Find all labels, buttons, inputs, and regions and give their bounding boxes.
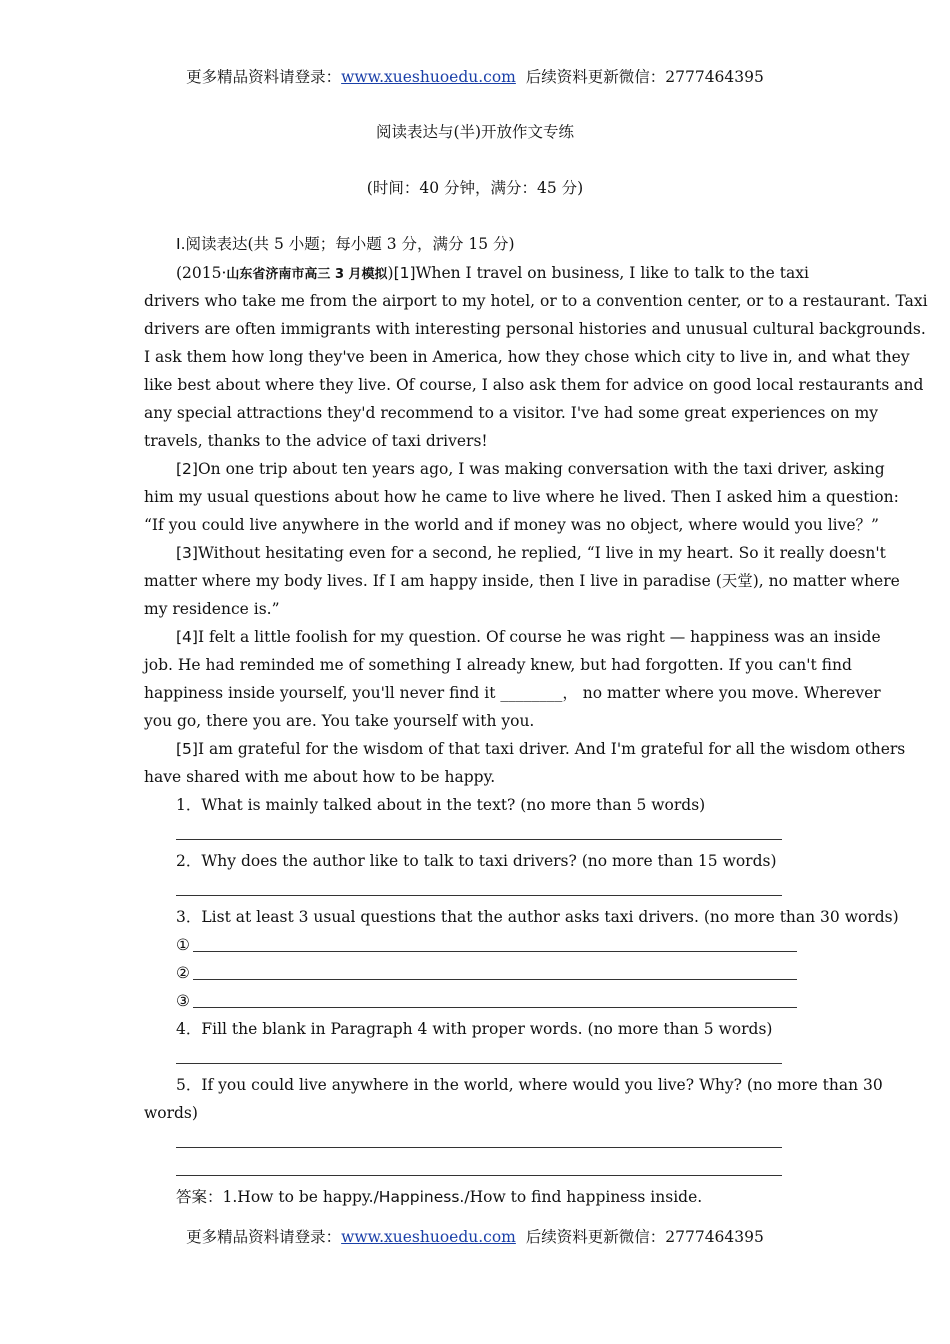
footer-link[interactable]: www.xueshuoedu.com (341, 1228, 516, 1246)
paragraph-2-line-1: [2]On one trip about ten years ago, I was making conversation with the taxi driver, asking (176, 460, 885, 478)
circled-marker-1: ① (176, 936, 190, 954)
answer-blank-5b[interactable] (176, 1175, 782, 1176)
question-2: 2．Why does the author like to talk to taxi drivers? (no more than 15 words) (176, 852, 777, 870)
paragraph-1-line-1: (2015·山东省济南市高三 3 月模拟)[1]When I travel on business, I like to talk to the taxi (176, 264, 809, 282)
paragraph-1-line: any special attractions they'd recommend to a visitor. I've had some great experiences on my (144, 404, 879, 422)
paragraph-3-line: matter where my body lives. If I am happy inside, then I live in paradise (天堂), no matter where (144, 572, 900, 590)
answer-blank-4[interactable] (176, 1063, 782, 1064)
paragraph-2-line: him my usual questions about how he came to live where he lived. Then I asked him a question: (144, 488, 899, 506)
header-link[interactable]: www.xueshuoedu.com (341, 68, 516, 86)
paragraph-1-line: drivers are often immigrants with interesting personal histories and unusual cultural backgrounds. (144, 320, 926, 338)
paragraph-4-line: happiness inside yourself, you'll never find it ________， no matter where you move. Wherever (144, 684, 881, 702)
answer-blank-3b[interactable] (193, 979, 797, 980)
page-title: 阅读表达与(半)开放作文专练 (375, 123, 575, 141)
question-4: 4．Fill the blank in Paragraph 4 with proper words. (no more than 5 words) (176, 1020, 773, 1038)
section-heading: Ⅰ.阅读表达(共 5 小题；每小题 3 分，满分 15 分) (176, 235, 515, 253)
header-banner: 更多精品资料请登录：www.xueshuoedu.com 后续资料更新微信：2777464395 (186, 68, 764, 86)
paragraph-4-line: job. He had reminded me of something I already knew, but had forgotten. If you can't find (144, 656, 852, 674)
question-3: 3．List at least 3 usual questions that the author asks taxi drivers. (no more than 30 words) (176, 908, 899, 926)
paragraph-5-line: have shared with me about how to be happy. (144, 768, 496, 786)
circled-marker-3: ③ (176, 992, 190, 1010)
paragraph-1-line: drivers who take me from the airport to my hotel, or to a convention center, or to a restaurant. Taxi (144, 292, 928, 310)
paragraph-4-line: you go, there you are. You take yourself with you. (144, 712, 535, 730)
paragraph-1-line: like best about where they live. Of course, I also ask them for advice on good local restaurants and (144, 376, 924, 394)
paragraph-4-line-1: [4]I felt a little foolish for my question. Of course he was right — happiness was an inside (176, 628, 881, 646)
question-1: 1．What is mainly talked about in the text? (no more than 5 words) (176, 796, 706, 814)
paragraph-3-line: my residence is.” (144, 600, 280, 618)
answer-blank-1[interactable] (176, 839, 782, 840)
paragraph-3-line-1: [3]Without hesitating even for a second, he replied, “I live in my heart. So it really doesn't (176, 544, 886, 562)
page-subtitle: (时间：40 分钟，满分：45 分) (366, 179, 584, 197)
question-5: 5．If you could live anywhere in the world, where would you live? Why? (no more than 30 (176, 1076, 883, 1094)
question-5-cont: words) (144, 1104, 198, 1122)
paragraph-5-line-1: [5]I am grateful for the wisdom of that taxi driver. And I'm grateful for all the wisdom others (176, 740, 906, 758)
answer-blank-3a[interactable] (193, 951, 797, 952)
paragraph-2-line: “If you could live anywhere in the world and if money was no object, where would you live？” (144, 516, 879, 534)
answer-blank-5a[interactable] (176, 1147, 782, 1148)
paragraph-1-line: I ask them how long they've been in America, how they chose which city to live in, and what they (144, 348, 910, 366)
footer-banner: 更多精品资料请登录：www.xueshuoedu.com 后续资料更新微信：2777464395 (186, 1228, 764, 1246)
paragraph-1-line: travels, thanks to the advice of taxi drivers! (144, 432, 488, 450)
answer-blank-2[interactable] (176, 895, 782, 896)
answer-key: 答案：1.How to be happy./Happiness./How to find happiness inside. (176, 1188, 703, 1206)
answer-blank-3c[interactable] (193, 1007, 797, 1008)
circled-marker-2: ② (176, 964, 190, 982)
